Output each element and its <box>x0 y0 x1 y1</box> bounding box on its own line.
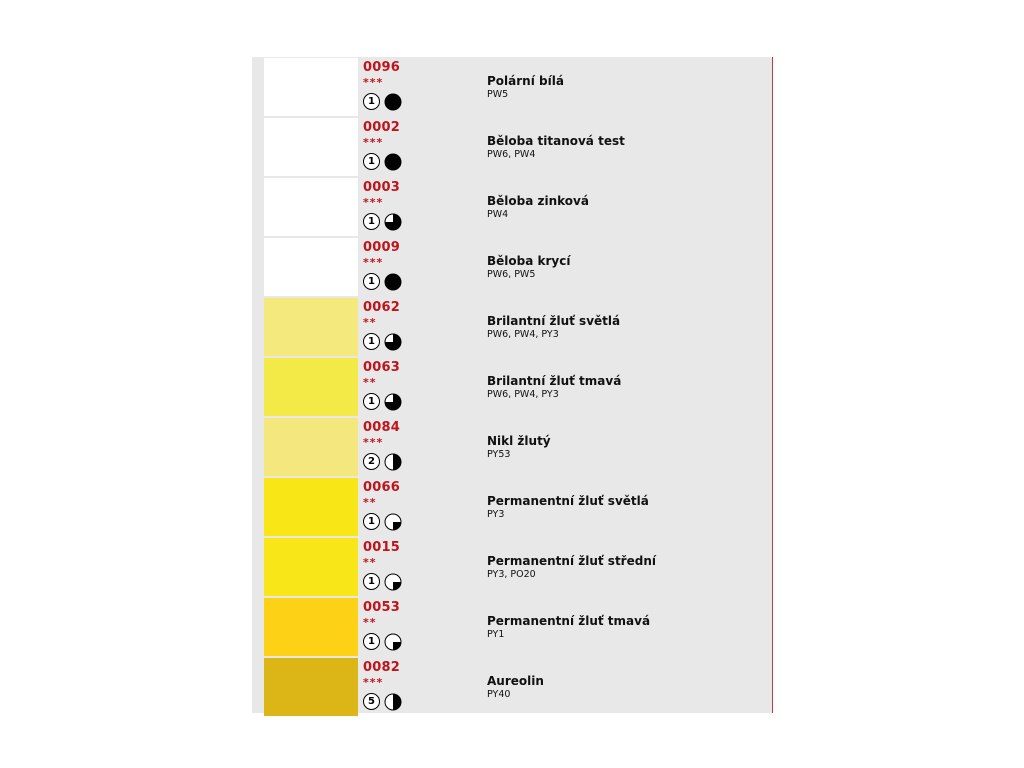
color-swatch <box>264 238 358 296</box>
opacity-three-quarter-icon <box>384 333 402 351</box>
opacity-full-icon <box>384 93 402 111</box>
color-code: 0066 <box>363 480 400 495</box>
color-code: 0002 <box>363 120 400 135</box>
pigment-codes: PW6, PW4 <box>487 149 536 160</box>
lightfastness-stars: *** <box>363 76 384 89</box>
pigment-codes: PY3, PO20 <box>487 569 536 580</box>
color-code: 0062 <box>363 300 400 315</box>
pigment-codes: PY1 <box>487 629 505 640</box>
lightfastness-stars: *** <box>363 136 384 149</box>
color-code: 0015 <box>363 540 400 555</box>
color-row <box>252 57 772 117</box>
color-swatch <box>264 118 358 176</box>
lightfast-number-icon: 1 <box>363 273 380 290</box>
lightfastness-stars: ** <box>363 316 377 329</box>
opacity-three-quarter-icon <box>384 393 402 411</box>
lightfastness-stars: *** <box>363 196 384 209</box>
pigment-codes: PY40 <box>487 689 511 700</box>
color-swatch <box>264 178 358 236</box>
lightfast-number-icon: 1 <box>363 513 380 530</box>
opacity-full-icon <box>384 153 402 171</box>
color-name: Brilantní žluť světlá <box>487 314 621 328</box>
opacity-quarter-icon <box>384 513 402 531</box>
color-swatch <box>264 658 358 716</box>
pigment-codes: PW5 <box>487 89 509 100</box>
color-swatch <box>264 418 358 476</box>
lightfastness-stars: *** <box>363 256 384 269</box>
color-code: 0096 <box>363 60 400 75</box>
color-name: Brilantní žluť tmavá <box>487 374 622 388</box>
color-name: Permanentní žluť střední <box>487 554 656 568</box>
opacity-half-icon <box>384 693 402 711</box>
color-name: Nikl žlutý <box>487 434 551 448</box>
pigment-codes: PY3 <box>487 509 505 520</box>
color-name: Běloba zinková <box>487 194 589 208</box>
color-name: Běloba krycí <box>487 254 571 268</box>
color-code: 0084 <box>363 420 400 435</box>
color-swatch <box>264 298 358 356</box>
lightfast-number-icon: 1 <box>363 633 380 650</box>
lightfastness-stars: ** <box>363 496 377 509</box>
lightfast-number-icon: 1 <box>363 393 380 410</box>
lightfastness-stars: *** <box>363 436 384 449</box>
pigment-codes: PY53 <box>487 449 511 460</box>
color-code: 0009 <box>363 240 400 255</box>
opacity-quarter-icon <box>384 633 402 651</box>
color-code: 0003 <box>363 180 400 195</box>
lightfastness-stars: *** <box>363 676 384 689</box>
color-row <box>252 177 772 237</box>
color-row <box>252 117 772 177</box>
lightfast-number-icon: 2 <box>363 453 380 470</box>
lightfastness-stars: ** <box>363 556 377 569</box>
color-name: Běloba titanová test <box>487 134 625 148</box>
color-row <box>252 477 772 537</box>
opacity-full-icon <box>384 273 402 291</box>
opacity-three-quarter-icon <box>384 213 402 231</box>
color-swatch <box>264 478 358 536</box>
pigment-codes: PW6, PW5 <box>487 269 536 280</box>
color-swatch <box>264 358 358 416</box>
opacity-half-icon <box>384 453 402 471</box>
color-name: Permanentní žluť světlá <box>487 494 649 508</box>
lightfast-number-icon: 1 <box>363 93 380 110</box>
color-name: Polární bílá <box>487 74 564 88</box>
color-row <box>252 357 772 417</box>
color-name: Aureolin <box>487 674 544 688</box>
pigment-codes: PW6, PW4, PY3 <box>487 389 559 400</box>
color-name: Permanentní žluť tmavá <box>487 614 651 628</box>
color-code: 0082 <box>363 660 400 675</box>
lightfast-number-icon: 1 <box>363 333 380 350</box>
lightfastness-stars: ** <box>363 376 377 389</box>
lightfastness-stars: ** <box>363 616 377 629</box>
color-row <box>252 417 772 477</box>
color-row <box>252 597 772 657</box>
lightfast-number-icon: 1 <box>363 573 380 590</box>
color-code: 0063 <box>363 360 400 375</box>
opacity-quarter-icon <box>384 573 402 591</box>
color-swatch <box>264 58 358 116</box>
color-row <box>252 657 772 717</box>
color-code: 0053 <box>363 600 400 615</box>
color-swatch <box>264 538 358 596</box>
color-chart <box>252 57 773 713</box>
color-row <box>252 537 772 597</box>
color-row <box>252 237 772 297</box>
color-row <box>252 297 772 357</box>
color-swatch <box>264 598 358 656</box>
lightfast-number-icon: 1 <box>363 153 380 170</box>
pigment-codes: PW6, PW4, PY3 <box>487 329 559 340</box>
lightfast-number-icon: 5 <box>363 693 380 710</box>
lightfast-number-icon: 1 <box>363 213 380 230</box>
pigment-codes: PW4 <box>487 209 509 220</box>
